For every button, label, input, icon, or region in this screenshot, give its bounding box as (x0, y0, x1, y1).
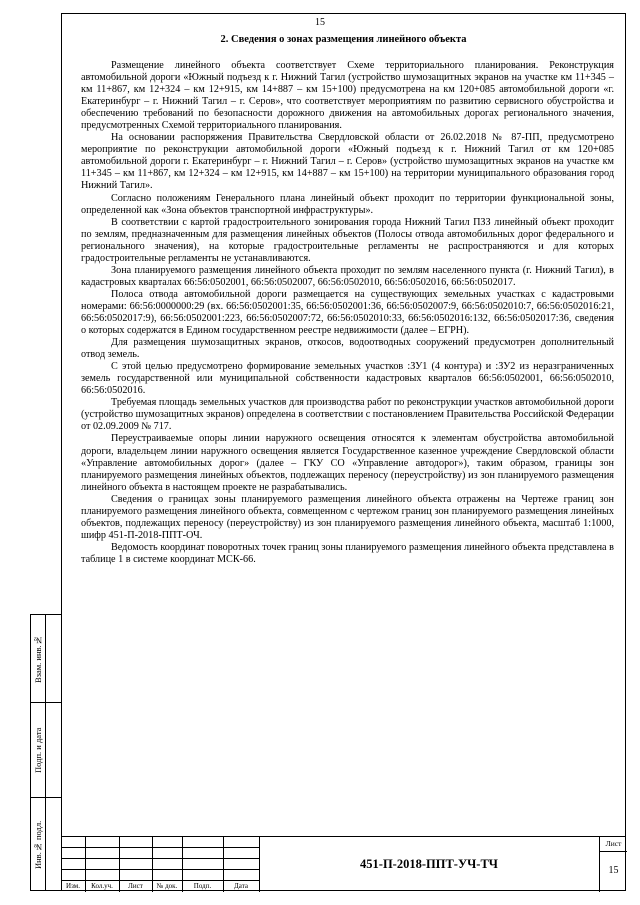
stamp-header-koluch: Кол.уч. (91, 882, 113, 890)
paragraph: Размещение линейного объекта соответствует Схеме территориального планирования. Реконструкция автомобильной дороги «Южный подъезд к г. Нижний Тагил (устройство шумозащитных экранов на участке км 11+345 – км 11+867, км 12+324 – км 12+915, км 14+887 – км 15+100) предусмотрена на км 120+085 автомобильной дороги «г. Екатеринбург – г. Нижний Тагил – г. Серов», что соответствует мероприятиям по развитию сервисного обустройства и обеспечению требований по безопасности дорожного движения на автомобильных дорогах регионального значения, предусмотренных Схемой территориального планирования. (81, 60, 614, 132)
section-title: 2. Сведения о зонах размещения линейного объекта (220, 34, 467, 45)
stamp-header-list: Лист (128, 882, 143, 890)
sheet-label: Лист (605, 839, 622, 848)
paragraph: В соответствии с картой градостроительного зонирования города Нижний Тагил ПЗЗ линейный объект проходит по землям, предназначенным для размещения линейных объектов (Полосы отвода автомобильных дорог федерального и регионального значения), на которые градостроительные регламенты не распространяются и для которых градостроительные регламенты не устанавливаются. (81, 216, 614, 264)
stamp-header-podp: Подп. (193, 882, 212, 890)
paragraph: Для размещения шумозащитных экранов, откосов, водоотводных сооружений предусмотрен дополнительный отвод земель. (81, 337, 614, 361)
paragraph: Согласно положениям Генерального плана линейный объект проходит по территории функциональной зоны, определенной как «Зона объектов транспортной инфраструктуры». (81, 192, 614, 216)
side-label-vzam: Взам. инв.№ (33, 635, 43, 683)
stamp-header-data: Дата (234, 882, 248, 890)
paragraph: На основании распоряжения Правительства Свердловской области от 26.02.2018 № 87-ПП, предусмотрено мероприятие по реконструкции автомобильной дороги «Южный подъезд к г. Нижний Тагил от км 120+085 автомобильной дороги г. Екатеринбург – г. Нижний Тагил – г. Серов» (устройство шумозащитных экранов на участке км 11+345 – км 11+867, км 12+324 – км 12+915, км 14+887 – км 15+100) на территории муниципального образования город Нижний Тагил». (81, 132, 614, 192)
side-label-podp: Подп. и дата (33, 727, 43, 774)
stamp-header-ndok: № док. (156, 882, 178, 890)
paragraph: Сведения о границах зоны планируемого размещения линейного объекта отражены на Чертеже границ зон планируемого размещения линейного объекта, совмещенном с чертежом границ зон планируемого размещения линейных объектов, подлежащих переносу (переустройству) из зон планируемого размещения линейного объекта, масштаб 1:1000, шифр 451-П-2018-ППТ-ОЧ. (81, 493, 614, 541)
paragraph: Полоса отвода автомобильной дороги размещается на существующих земельных участках с кадастровыми номерами: 66:56:0000000:29 (вх. 66:56:0502001:35, 66:56:0502001:36, 66:56:0502007:9, 66:56:0502010:7, 66:56:0502016:21, 66:56:0502017:9), 66:56:0502001:223, 66:56:0502007:72, 66:56:0502010:33, 66:56:0502016:132, 66:56:0502017:36, сведения о которых содержатся в Едином государственном реестре недвижимости (далее – ЕГРН). (81, 288, 614, 337)
paragraph: Требуемая площадь земельных участков для производства работ по реконструкции участков автомобильной дороги (устройство шумозащитных экранов) определена в соответствии с постановлением Правительства Российской Федерации от 02.09.2009 № 717. (81, 397, 614, 433)
side-label-inv: Инв.№ подл. (33, 820, 43, 869)
sheet-number: 15 (608, 865, 619, 876)
sheet-box (599, 837, 626, 892)
title-block (61, 836, 626, 891)
document-body (81, 60, 614, 566)
stamp-grid (61, 837, 259, 892)
stamp-header-izm: Изм. (66, 882, 80, 890)
paragraph: Зона планируемого размещения линейного объекта проходит по землям населенного пункта (г. Нижний Тагил), в кадастровых кварталах 66:56:0502001, 66:56:0502007, 66:56:0502010, 66:56:0502016, 66:56:0502017. (81, 264, 614, 288)
document-code: 451-П-2018-ППТ-УЧ-ТЧ (360, 857, 498, 871)
page-number-top: 15 (315, 17, 325, 28)
side-stamp (30, 614, 61, 891)
paragraph: Переустраиваемые опоры линии наружного освещения относятся к элементам обустройства автомобильной дороги, владельцем линии наружного освещения является Государственное казенное учреждение Свердловской области «Управление автомобильных дорог» (далее – ГКУ СО «Управление автодорог»), таким образом, границы зон планируемого размещения линейных объектов, подлежащих переносу (переустройству) из зон планируемого размещения линейного объекта в настоящем проекте не разрабатывались. (81, 433, 614, 493)
paragraph: С этой целью предусмотрено формирование земельных участков :ЗУ1 (4 контура) и :ЗУ2 из неразграниченных земель государственной или муниципальной собственности кадастровых кварталов 66:56:0502001, 66:56:0502010, 66:56:0502016. (81, 361, 614, 397)
paragraph: Ведомость координат поворотных точек границ зоны планируемого размещения линейного объекта представлена в таблице 1 в системе координат МСК-66. (81, 541, 614, 565)
